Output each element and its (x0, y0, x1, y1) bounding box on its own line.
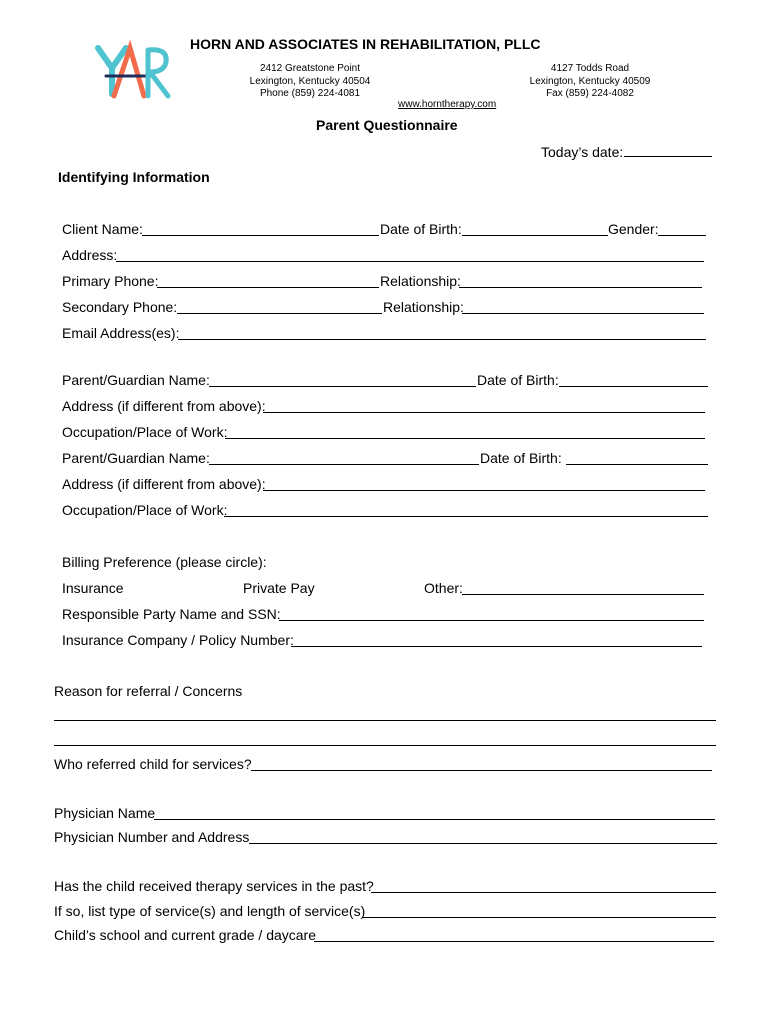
guardian1-dob-field[interactable] (559, 386, 708, 387)
responsible-party-field[interactable] (279, 620, 704, 621)
referral-reason-line-1[interactable] (54, 720, 716, 721)
school-field[interactable] (314, 941, 714, 942)
office1-city: Lexington, Kentucky 40504 (249, 75, 371, 87)
guardian2-dob-field[interactable] (566, 464, 708, 465)
office2-street: 4127 Todds Road (550, 63, 630, 74)
office1-phone: Phone (859) 224-4081 (259, 88, 361, 99)
guardian2-name-label: Parent/Guardian Name: (62, 450, 210, 466)
guardian1-occupation-field[interactable] (225, 438, 705, 439)
physician-number-label: Physician Number and Address (54, 829, 250, 845)
guardian2-occupation-label: Occupation/Place of Work: (62, 502, 228, 518)
gender-label: Gender: (608, 221, 659, 237)
office2-fax: Fax (859) 224-4082 (546, 88, 634, 99)
primary-relationship-field[interactable] (459, 287, 702, 288)
email-field[interactable] (178, 339, 706, 340)
client-name-label: Client Name: (62, 221, 143, 237)
client-dob-field[interactable] (462, 235, 608, 236)
guardian1-name-label: Parent/Guardian Name: (62, 372, 210, 388)
primary-phone-label: Primary Phone: (62, 273, 159, 289)
guardian2-occupation-field[interactable] (224, 516, 708, 517)
billing-option-insurance[interactable]: Insurance (62, 580, 124, 596)
todays-date-field[interactable] (624, 156, 712, 157)
office-address-2 (515, 63, 665, 101)
guardian1-name-field[interactable] (209, 386, 476, 387)
physician-name-field[interactable] (154, 819, 715, 820)
address-label: Address: (62, 247, 118, 263)
todays-date-label: Today’s date: (541, 144, 624, 160)
referral-reason-line-2[interactable] (54, 745, 716, 746)
company-name: HORN AND ASSOCIATES IN REHABILITATION, PLLC (190, 36, 541, 52)
service-types-field[interactable] (363, 917, 716, 918)
client-name-field[interactable] (142, 235, 379, 236)
therapy-past-field[interactable] (371, 892, 716, 893)
form-title: Parent Questionnaire (316, 117, 458, 133)
website-link[interactable]: www.horntherapy.com (398, 99, 497, 110)
guardian1-address-field[interactable] (263, 412, 705, 413)
insurance-company-field[interactable] (291, 646, 702, 647)
responsible-party-label: Responsible Party Name and SSN: (62, 606, 281, 622)
physician-number-field[interactable] (249, 843, 717, 844)
billing-option-other[interactable]: Other: (424, 580, 463, 596)
guardian2-address-field[interactable] (263, 490, 705, 491)
billing-other-field[interactable] (462, 594, 704, 595)
office2-city: Lexington, Kentucky 40509 (529, 75, 651, 87)
primary-phone-field[interactable] (157, 287, 379, 288)
secondary-relationship-field[interactable] (462, 313, 704, 314)
referral-reason-label: Reason for referral / Concerns (54, 683, 243, 699)
guardian2-address-label: Address (if different from above): (62, 476, 266, 492)
school-label: Child’s school and current grade / daycare (54, 927, 317, 943)
client-dob-label: Date of Birth: (380, 221, 462, 237)
gender-field[interactable] (658, 235, 706, 236)
section-heading-identifying: Identifying Information (58, 169, 210, 185)
insurance-company-label: Insurance Company / Policy Number: (62, 632, 294, 648)
primary-relationship-label: Relationship: (380, 273, 461, 289)
therapy-past-label: Has the child received therapy services in the past? (54, 878, 374, 894)
office-address-1 (240, 63, 380, 101)
address-field[interactable] (116, 261, 704, 262)
who-referred-label: Who referred child for services? (54, 756, 252, 772)
email-label: Email Address(es): (62, 325, 180, 341)
physician-name-label: Physician Name (54, 805, 156, 821)
secondary-phone-field[interactable] (177, 313, 382, 314)
billing-option-private-pay[interactable]: Private Pay (243, 580, 315, 596)
guardian1-occupation-label: Occupation/Place of Work: (62, 424, 228, 440)
guardian2-name-field[interactable] (209, 464, 479, 465)
guardian2-dob-label: Date of Birth: (480, 450, 562, 466)
office1-street: 2412 Greatstone Point (259, 63, 361, 74)
billing-preference-label: Billing Preference (please circle): (62, 554, 267, 570)
who-referred-field[interactable] (251, 770, 712, 771)
service-types-label: If so, list type of service(s) and length of service(s) (54, 903, 366, 919)
secondary-phone-label: Secondary Phone: (62, 299, 178, 315)
guardian1-dob-label: Date of Birth: (477, 372, 559, 388)
guardian1-address-label: Address (if different from above): (62, 398, 266, 414)
secondary-relationship-label: Relationship: (383, 299, 464, 315)
company-logo (92, 40, 174, 102)
